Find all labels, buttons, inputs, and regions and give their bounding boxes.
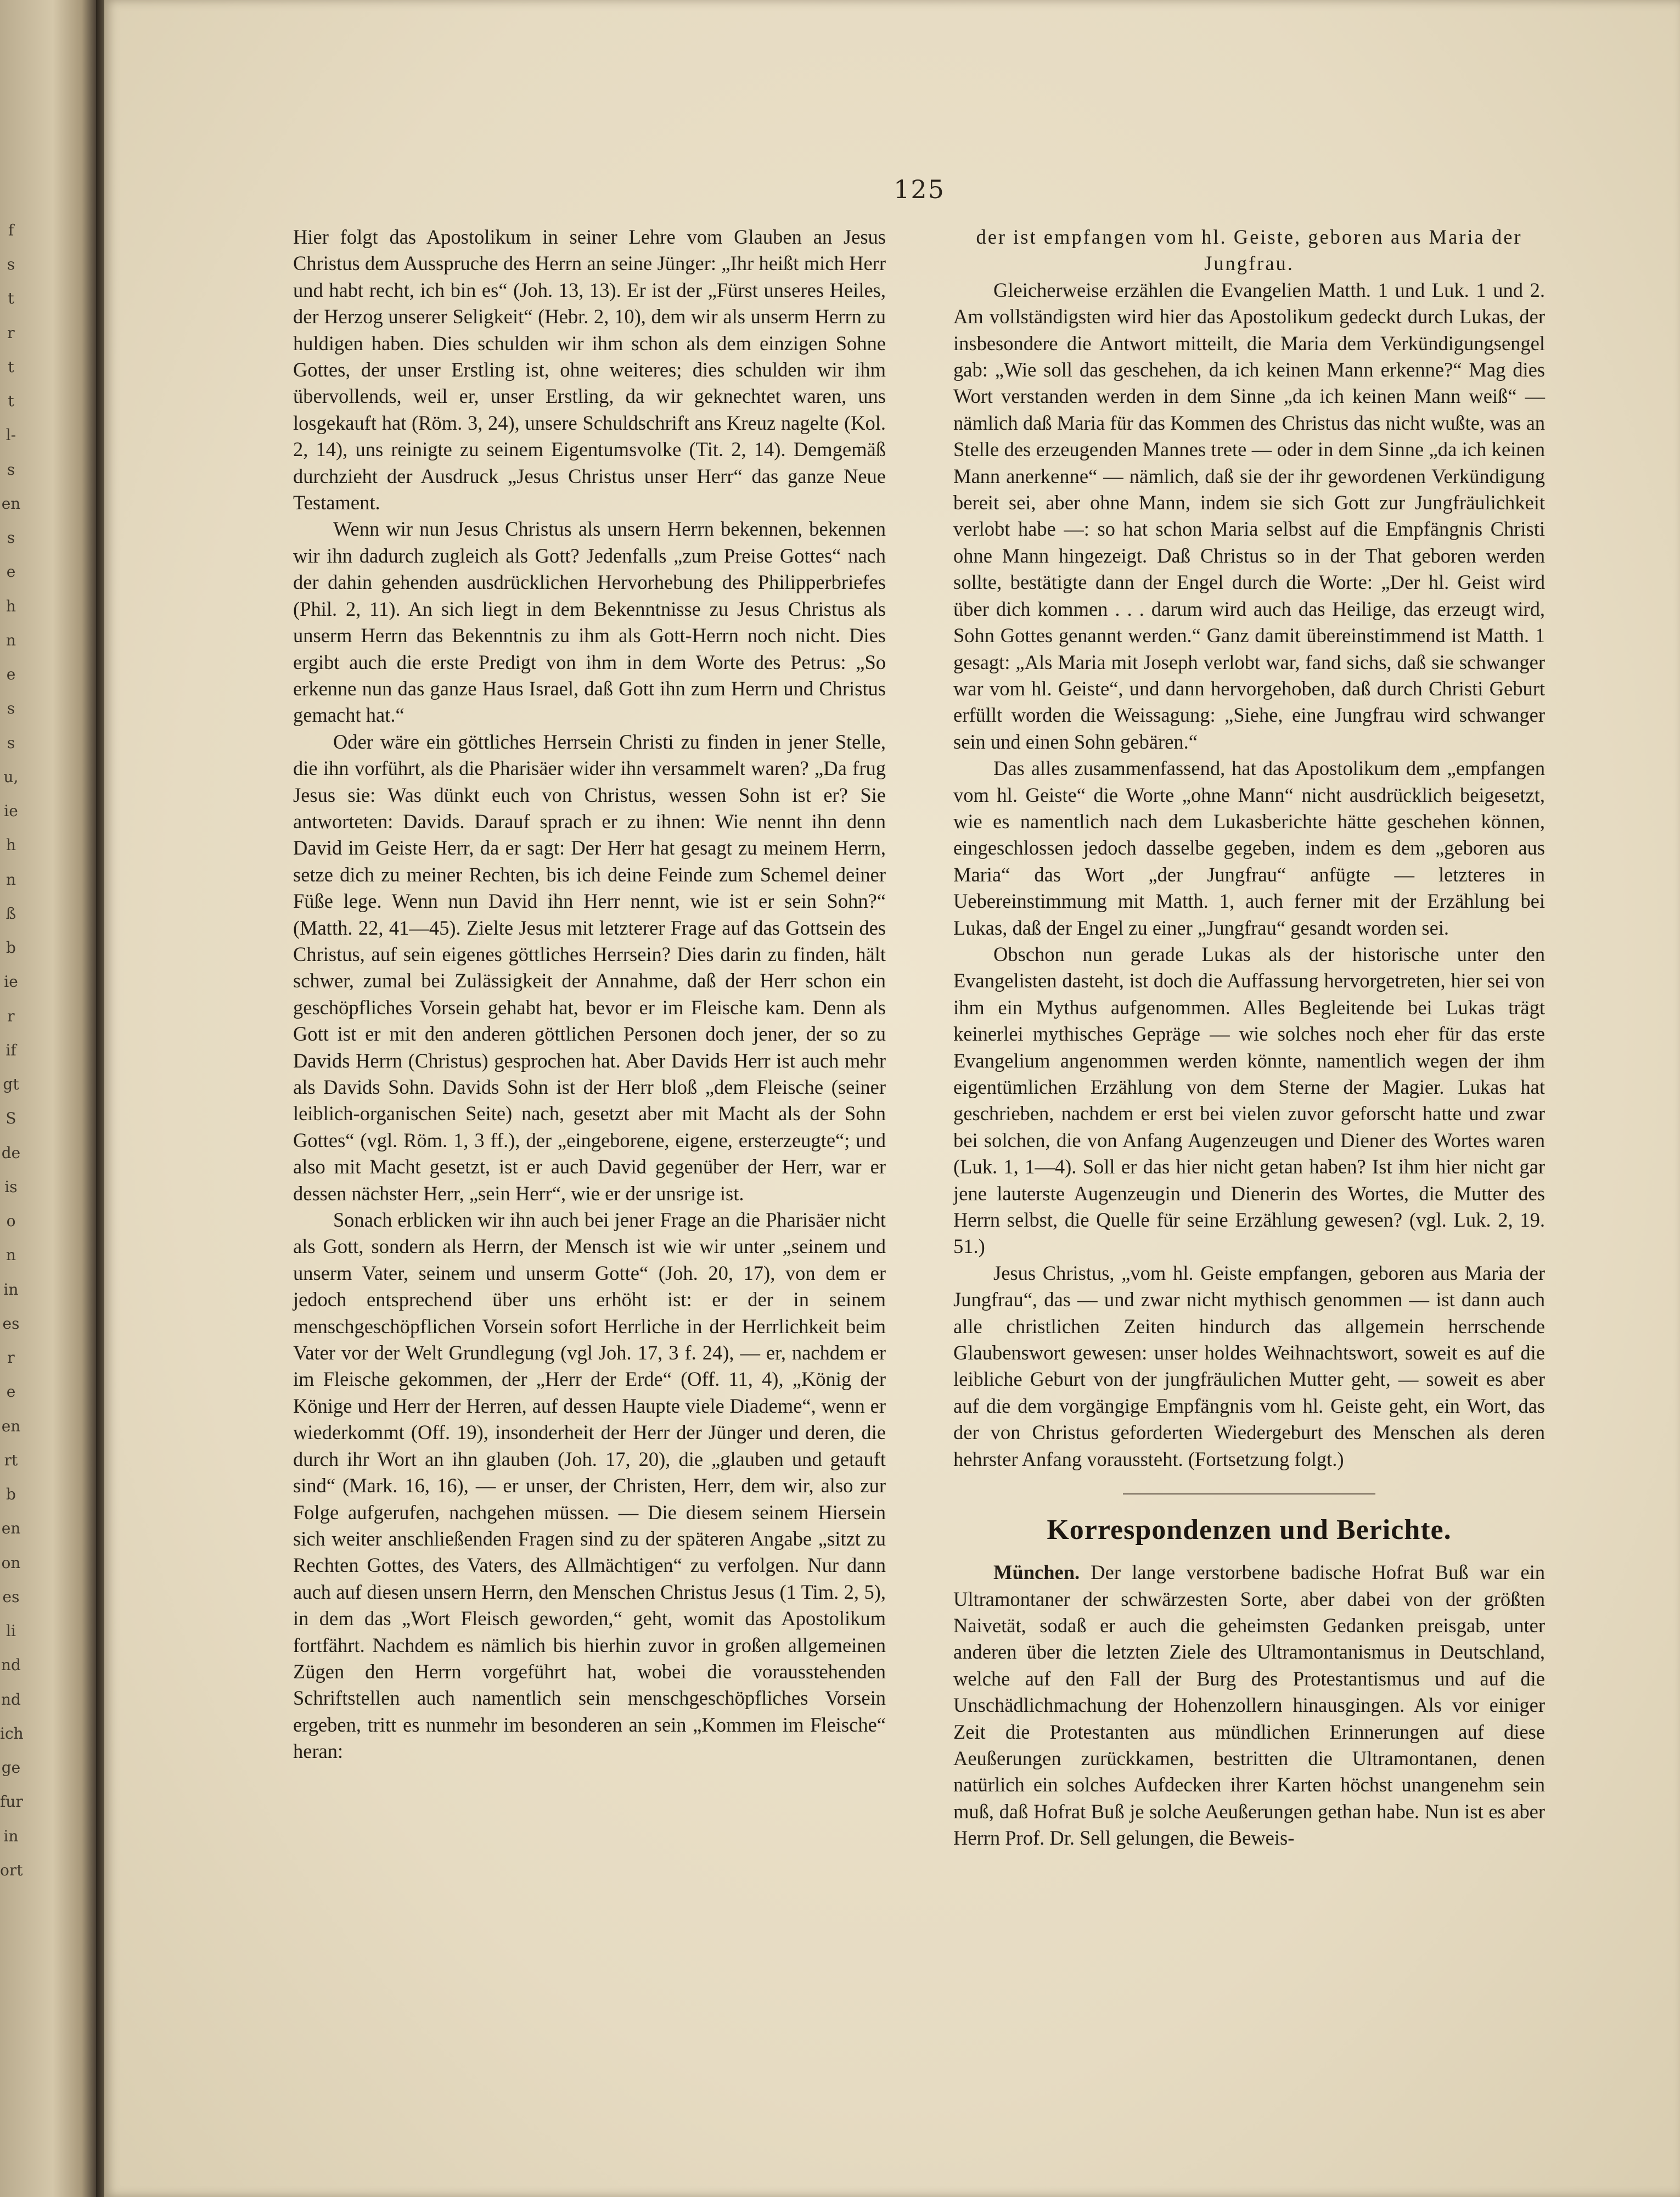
left-page-fragment: n [5,631,16,649]
left-page-fragment: en [1,1417,21,1435]
left-page-fragment: de [1,1144,21,1162]
left-page-fragment: en [1,1519,21,1537]
left-page-fragment: fur [0,1793,23,1811]
left-page-fragment: is [4,1178,18,1196]
left-page-fragment: s [7,734,15,752]
left-page-fragment: u, [3,768,19,786]
left-page-fragment: h [5,836,16,854]
left-page-fragment: on [1,1554,21,1572]
left-page-fragment: S [5,1109,16,1127]
left-page-fragment: ie [4,973,18,991]
left-page-fragment: if [5,1041,16,1059]
left-page-fragment: es [2,1314,20,1333]
left-page-fragment: ie [4,802,18,820]
left-page-fragment: ich [0,1724,24,1743]
left-page-fragment: s [7,460,15,479]
report-place: München. [993,1561,1080,1584]
left-page-fragment: ort [0,1861,23,1879]
left-page-fragment: t [8,289,14,307]
paragraph: Obschon nun gerade Lukas als der historische unter den Evangelisten dasteht, ist doch die Auffassung hervorgetreten, hier sei von ihm ein Mythus aufgenommen. Alles Begleitende bei Lukas trägt keinerlei mythisches Gepräge — wie solches noch eher für das erste Evangelium angenommen werden könnte, namentlich wegen der ihm eigentümlichen Erzählung von dem Sterne der Magier. Lukas hat geschrieben, nachdem er erst bei vielen zuvor geforscht hatte und zwar bei solchen, die von Anfang Augenzeugen und Diener des Wortes waren (Luk. 1, 1—4). Soll er das hier nicht getan haben? Ist ihm hier nicht gar jene lauterste Augenzeugin und Dienerin des Wortes, die Mutter des Herrn selbst, die Quelle für seine Erzählung gewesen? (vgl. Luk. 2, 19. 51.) [953,942,1545,1258]
left-page-fragment: b [6,1485,16,1503]
left-page-fragment: t [8,392,14,410]
left-page-fragment: n [5,1246,16,1264]
paragraph: Jesus Christus, „vom hl. Geiste empfangen, geboren aus Maria der Jungfrau“, das — und zwar nicht mythisch genommen — ist dann auch alle christlichen Zeiten hindurch das allgemein herrschende Glaubenswort gewesen: unser holdes Weihnachtswort, soweit es auf die leibliche Geburt von der jungfräulichen Mutter geht, — soweit es aber auf die dem vorgängige Empfängnis vom hl. Geiste geht, ein Wort, das der von Christus geforderten Wiedergeburt des Menschen als deren hehrster Anfang voraussteht. (Fortsetzung folgt.) [953,1261,1545,1470]
left-column [293,224,886,1765]
paragraph: Oder wäre ein göttliches Herrsein Christi zu finden in jener Stelle, die ihn vorführt, als die Pharisäer wider ihn versammelt waren? „Da frug Jesus sie: Was dünkt euch von Christus, wessen Sohn ist er? Sie antworteten: Davids. Darauf sprach er zu ihnen: Wie nennt ihn denn David im Geiste Herr, da er sagt: Der Herr hat gesagt zu meinem Herrn, setze dich zu meiner Rechten, bis ich deine Feinde zum Schemel deiner Füße lege. Wenn nun David ihn Herr nennt, wie ist er sein Sohn?“ (Matth. 22, 41—45). Zielte Jesus mit letzterer Frage auf das Gottsein des Christus, auf sein eigenes göttliches Herrsein? Dies darin zu finden, hält schwer, zumal bei Zulässigkeit der Annahme, daß der Herr schon ein geschöpfliches Vorsein gehabt hat, bevor er im Fleische kam. Denn als Gott ist er mit den anderen göttlichen Personen doch jener, der so zu Davids Herrn (Christus) gesprochen hat. Aber Davids Herr ist auch mehr als Davids Sohn. Davids Sohn ist der Herr bloß „dem Fleische (seiner leiblich-organischen Seite) nach, gesetzt aber mit Macht als der Sohn Gottes“ (vgl. Röm. 1, 3 ff.), der „eingeborene, eigene, ersterzeugte“; und also mit Macht gesetzt, ist er auch David gegenüber der Herr, war er dessen nächster Herr, „sein Herr“, wie er der unsrige ist. [293,730,886,1205]
left-page-fragment: n [5,870,16,889]
paragraph: Das alles zusammenfassend, hat das Apostolikum dem „empfangen vom hl. Geiste“ die Worte „ohne Mann“ nicht ausdrücklich beigesetzt, wie es namentlich nach dem Lukasberichte hätte geschehen können, eingeschlossen jedoch dasselbe gegeben, indem es dem „geboren aus Maria“ das Wort „der Jungfrau“ anfügte — letzteres in Uebereinstimmung mit Matth. 1, auch ferner mit der Erzählung bei Lukas, daß der Engel zu einer „Jungfrau“ gesandt worden sei. [953,757,1545,939]
left-page-fragment: en [1,495,21,513]
left-page-fragment: s [7,529,15,547]
section-divider [1123,1493,1375,1494]
left-page-fragment: t [8,358,14,376]
adjacent-page-edge [0,0,96,2197]
left-page-fragment: l- [5,426,16,444]
left-page-fragment: r [7,1348,15,1367]
left-page-fragment: rt [4,1451,18,1469]
left-page-fragment: s [7,699,15,717]
section-heading: Korrespondenzen und Berichte. [1047,1514,1452,1546]
creed-line: der ist empfangen vom hl. Geiste, geboren aus Maria der Jungfrau. [976,226,1522,275]
report-text: Der lange verstorbene badische Hofrat Buß war ein Ultramontaner der schwärzesten Sorte, aber dabei von der größten Naivetät, sodaß er auch die geheimsten Gedanken preisgab, unter anderen über die letzten Ziele des Ultramontanismus in Deutschland, welche auf den Fall der Burg des Protestantismus und auf die Unschädlichmachung der Hohenzollern hinausgingen. Als vor einiger Zeit die Protestanten aus mündlichen Erinnerungen auf diese Aeußerungen zurückkamen, bestritten die Ultramontanen, denen natürlich ein solches Aufdecken ihrer Karten höchst unangenehm sein muß, daß Hofrat Buß je solche Aeußerungen gethan habe. Nun ist es aber Herrn Prof. Dr. Sell gelungen, die Beweis- [953,1561,1546,1850]
left-page-fragment: f [8,221,14,239]
right-column [953,224,1545,1852]
left-page-fragment: nd [1,1690,21,1709]
left-page-fragment: es [2,1588,20,1606]
page-number: 125 [894,175,945,204]
left-page-fragment: o [6,1212,16,1230]
left-page-fragment: gt [3,1075,19,1093]
left-page-fragment: in [3,1827,19,1845]
left-page-fragment: ge [1,1758,21,1777]
paragraph: Gleicherweise erzählen die Evangelien Matth. 1 und Luk. 1 und 2. Am vollständigsten wird hier das Apostolikum gedeckt durch Lukas, der insbesondere die Antwort mitteilt, die Maria dem Verkündigungsengel gab: „Wie soll das geschehen, da ich keinen Mann erkenne?“ Mag dies Wort verstanden werden in dem Sinne „da ich keinen Mann weiß“ — nämlich daß Maria für das Kommen des Christus das nicht wußte, was an Stelle des erzeugenden Mannes trete — oder in dem Sinne „da ich keinen Mann anerkenne“ — nämlich, daß sie der ihr gewordenen Verkündigung bereit sei, aber ohne Mann, indem sie sich Gott zur Jungfräulichkeit verlobt habe —: so hat schon Maria selbst auf die Empfängnis Christi ohne Mann hingezeigt. Daß Christus so in der That geboren werden sollte, bestätigte dann der Engel durch die Worte: „Der hl. Geist wird über dich kommen . . . darum wird auch das Heilige, das erzeugt wird, Sohn Gottes genannt werden.“ Ganz damit übereinstimmend ist Matth. 1 gesagt: „Als Maria mit Joseph verlobt war, fand sichs, daß sie schwanger war vom hl. Geiste“, und dann hervorgehoben, daß durch Christi Geburt erfüllt worden die Weissagung: „Siehe, eine Jungfrau wird schwanger sein und einen Sohn gebären.“ [953,278,1545,753]
left-page-fragment: b [6,939,16,957]
left-page-fragment: r [7,324,15,342]
left-page-fragment: e [6,665,16,683]
left-page-fragment: in [3,1280,19,1299]
left-page-fragment: ß [5,904,16,923]
left-page-fragment: e [6,1383,16,1401]
left-page-fragment: nd [1,1656,21,1674]
left-page-fragment: li [6,1622,16,1640]
left-page-fragment: e [6,563,16,581]
paragraph: Wenn wir nun Jesus Christus als unsern Herrn bekennen, bekennen wir ihn dadurch zugleich als Gott? Jedenfalls „zum Preise Gottes“ nach der dahin gehenden ausdrücklichen Hervorhebung des Philipperbriefes (Phil. 2, 11). An sich liegt in dem Bekenntnisse zu Jesus Christus als unserm Herrn das Bekenntnis zu ihm als Gott-Herrn noch nicht. Dies ergibt auch die erste Predigt von ihm in dem Worte des Petrus: „So erkenne nun das ganze Haus Israel, daß Gott ihn zum Herrn und Christus gemacht hat.“ [293,518,886,727]
left-page-fragment: r [7,1007,15,1025]
paragraph: Hier folgt das Apostolikum in seiner Lehre vom Glauben an Jesus Christus dem Ausspruche des Herrn an seine Jünger: „Ihr heißt mich Herr und habt recht, ich bin es“ (Joh. 13, 13). Er ist der „Fürst unseres Heiles, der Herzog unserer Seligkeit“ (Hebr. 2, 10), dem wir als unserm Herrn zu huldigen haben. Dies schulden wir ihm schon als dem einzigen Sohne Gottes, der unser Erstling ist, ohne weiteres; dies schulden wir ihm übervollends, weil er, unser Erstling, da wir geknechtet waren, uns losgekauft hat (Röm. 3, 24), unsere Schuldschrift ans Kreuz nagelte (Kol. 2, 14), uns reinigte zu seinem Eigentumsvolke (Tit. 2, 14). Demgemäß durchzieht der Ausdruck „Jesus Christus unser Herr“ das ganze Neue Testament. [293,226,886,514]
left-page-fragment: s [7,255,15,273]
paragraph: Sonach erblicken wir ihn auch bei jener Frage an die Pharisäer nicht als Gott, sondern als Herrn, der Mensch ist wie wir unter „seinem und unserm Vater, seinem und unserm Gotte“ (Joh. 20, 17), von dem er jedoch entsprechend über uns erhöht ist: er der in seinem menschgeschöpflichen Vorsein sofort Herrliche in der Herrlichkeit beim Vater vor der Welt Grundlegung (vgl Joh. 17, 3 f. 24), — er, nachdem er im Fleische gekommen, der „Herr der Erde“ (Off. 11, 4), „König der Könige und Herr der Herren, auf dessen Haupte viele Diademe“, wenn er wiederkommt (Off. 19), insonderheit der Herr der Jünger und deren, die durch ihr Wort an ihn glauben (Joh. 17, 20), die „glauben und getauft sind“ (Mark. 16, 16), — er unser, der Christen, Herr, dem wir, also zur Folge aufgerufen, nachgehen müssen. — Die diesem seinem Hiersein sich weiter anschließenden Fragen sind zu der späteren Angabe „sitzt zu Rechten Gottes, des Vaters, des Allmächtigen“ zu verfolgen. Nur dann auch auf diesen unsern Herrn, den Menschen Christus Jesus (1 Tim. 2, 5), in dem das „Wort Fleisch geworden,“ geht, womit das Apostolikum fortfährt. Nachdem es nämlich bis hierhin zuvor in großen allgemeinen Zügen den Herrn vorgeführt hat, wobei die vorausstehenden Schriftstellen auch namentlich sein menschgeschöpfliches Vorsein ergeben, tritt es nunmehr im besonderen an sein „Kommen im Fleische“ heran: [293,1209,886,1763]
report-paragraph [953,1559,1545,1851]
book-page [104,0,1680,2197]
left-page-fragment: h [5,597,16,615]
